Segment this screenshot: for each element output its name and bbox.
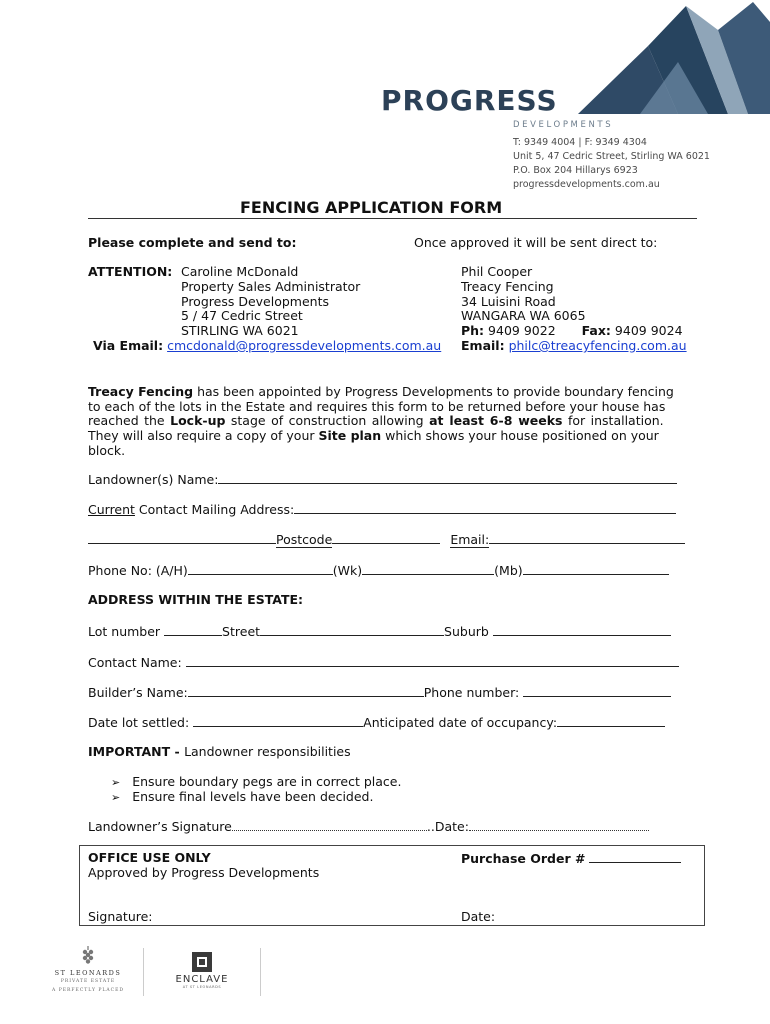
via-email-row [93, 338, 441, 353]
ph-label: Ph: [461, 323, 485, 338]
send-to-heading: Please complete and send to: [88, 235, 297, 250]
office-signature-label: Signature: [88, 909, 153, 924]
intro-line-5: block. [88, 443, 126, 458]
contact-po-box: P.O. Box 204 Hillarys 6923 [513, 165, 638, 176]
st-leonards-tag: A PERFECTLY PLACED [52, 988, 124, 993]
phone-number-field[interactable] [523, 684, 671, 697]
fencer-company: Treacy Fencing [461, 279, 554, 294]
purchase-order-row [461, 850, 681, 866]
postcode-label: Postcode [276, 532, 333, 547]
current-label: Current [88, 502, 135, 517]
attention-suburb: STIRLING WA 6021 [181, 323, 299, 338]
contact-address: Unit 5, 47 Cedric Street, Stirling WA 6021 [513, 151, 710, 162]
landowner-signature-field[interactable] [232, 819, 427, 831]
fencer-name: Phil Cooper [461, 264, 533, 279]
landowner-name-row [88, 471, 677, 487]
logo-wordmark: PROGRESS [381, 84, 558, 117]
date-lot-settled-label: Date lot settled: [88, 715, 190, 730]
via-email-label: Via Email: [93, 338, 164, 353]
fencer-suburb: WANGARA WA 6065 [461, 308, 586, 323]
logo-subtitle: DEVELOPMENTS [513, 120, 614, 130]
builder-row [88, 684, 671, 700]
contact-name-row [88, 654, 679, 670]
title-rule [88, 218, 697, 219]
email-label: Email: [461, 338, 505, 353]
postcode-email-row [88, 531, 685, 547]
purchase-order-field[interactable] [589, 850, 681, 863]
postcode-field[interactable] [332, 531, 440, 544]
signature-row [88, 819, 649, 834]
st-leonards-name: ST LEONARDS [54, 969, 122, 977]
street-label: Street [222, 624, 261, 639]
enclave-square-icon [192, 952, 212, 972]
email-field-label: Email: [450, 532, 490, 547]
fax-value: 9409 9024 [614, 323, 683, 338]
phone-ah-label: Phone No: (A/H) [88, 563, 188, 578]
builder-name-field[interactable] [188, 684, 424, 697]
office-date-label: Date: [461, 909, 496, 924]
signature-date-field[interactable] [469, 819, 649, 831]
fencer-email-link[interactable]: philc@treacyfencing.com.au [508, 338, 687, 353]
office-use-heading: OFFICE USE ONLY [88, 850, 211, 865]
approved-by-text: Approved by Progress Developments [88, 865, 320, 880]
st-leonards-logo [52, 946, 124, 998]
bullet-item: ➢ Ensure final levels have been decided. [111, 789, 374, 804]
contact-name-field[interactable] [186, 654, 679, 667]
landowner-name-label: Landowner(s) Name: [88, 472, 219, 487]
occupancy-label: Anticipated date of occupancy: [363, 715, 558, 730]
st-leonards-sub: PRIVATE ESTATE [60, 979, 116, 984]
lot-number-label: Lot number [88, 624, 161, 639]
grape-icon [81, 946, 95, 966]
phone-wk-label: (Wk) [332, 563, 363, 578]
street-field[interactable] [260, 623, 444, 636]
attention-role: Property Sales Administrator [181, 279, 361, 294]
arrow-bullet-icon: ➢ [111, 791, 121, 804]
occupancy-field[interactable] [557, 714, 665, 727]
phone-mb-label: (Mb) [494, 563, 523, 578]
email-field[interactable] [489, 531, 685, 544]
attention-email-link[interactable]: cmcdonald@progressdevelopments.com.au [167, 338, 442, 353]
suburb-field[interactable] [493, 623, 671, 636]
builder-name-label: Builder’s Name: [88, 685, 188, 700]
lot-number-field[interactable] [164, 623, 222, 636]
enclave-logo [162, 952, 242, 989]
landowner-signature-label: Landowner’s Signature [88, 819, 232, 834]
phone-number-label: Phone number: [423, 685, 520, 700]
signature-date-label: ..Date: [426, 819, 469, 834]
suburb-label: Suburb [444, 624, 489, 639]
phone-wk-field[interactable] [362, 562, 494, 575]
logo-mountain-graphic [578, 2, 770, 114]
purchase-order-label: Purchase Order # [461, 851, 586, 866]
important-label: IMPORTANT - [88, 744, 185, 759]
contact-name-label: Contact Name: [88, 655, 182, 670]
landowner-name-field[interactable] [218, 471, 677, 484]
important-text: Landowner responsibilities [184, 744, 351, 759]
dates-row [88, 714, 665, 730]
footer-divider [143, 948, 144, 996]
address-line-2-field[interactable] [88, 531, 276, 544]
enclave-sub: AT ST LEONARDS [182, 985, 222, 989]
ph-value: 9409 9022 [488, 323, 556, 338]
intro-line-3: reached the Lock-up stage of construction allowing at least 6-8 weeks for installation. [88, 413, 664, 428]
attention-street: 5 / 47 Cedric Street [181, 308, 303, 323]
attention-label: ATTENTION: [88, 264, 173, 279]
address-within-estate-heading: ADDRESS WITHIN THE ESTATE: [88, 592, 304, 607]
page-title: FENCING APPLICATION FORM [240, 198, 503, 217]
mailing-address-field[interactable] [294, 501, 676, 514]
intro-line-4: They will also require a copy of your Site plan which shows your house positioned on your [88, 428, 659, 443]
intro-line-2: to each of the lots in the Estate and requires this form to be returned before your house has [88, 399, 666, 414]
phone-mb-field[interactable] [523, 562, 669, 575]
phone-row [88, 562, 669, 578]
footer-divider [260, 948, 261, 996]
bullet-item: ➢ Ensure boundary pegs are in correct place. [111, 774, 402, 789]
mailing-address-row [88, 501, 676, 517]
fencer-email-row [461, 338, 687, 353]
lot-street-suburb-row [88, 623, 671, 639]
approved-sent-heading: Once approved it will be sent direct to: [414, 235, 658, 250]
enclave-name: ENCLAVE [175, 974, 229, 985]
contact-website: progressdevelopments.com.au [513, 179, 660, 190]
attention-name: Caroline McDonald [181, 264, 299, 279]
fencer-phone-row [461, 323, 683, 338]
date-lot-settled-field[interactable] [193, 714, 363, 727]
mailing-address-label: Contact Mailing Address: [134, 502, 295, 517]
fax-label: Fax: [581, 323, 611, 338]
arrow-bullet-icon: ➢ [111, 776, 121, 789]
contact-phone-fax: T: 9349 4004 | F: 9349 4304 [513, 137, 647, 148]
important-row [88, 744, 351, 759]
phone-ah-field[interactable] [188, 562, 333, 575]
attention-company: Progress Developments [181, 294, 329, 309]
intro-line-1: Treacy Fencing has been appointed by Progress Developments to provide boundary fencing [88, 384, 674, 399]
fencer-street: 34 Luisini Road [461, 294, 556, 309]
